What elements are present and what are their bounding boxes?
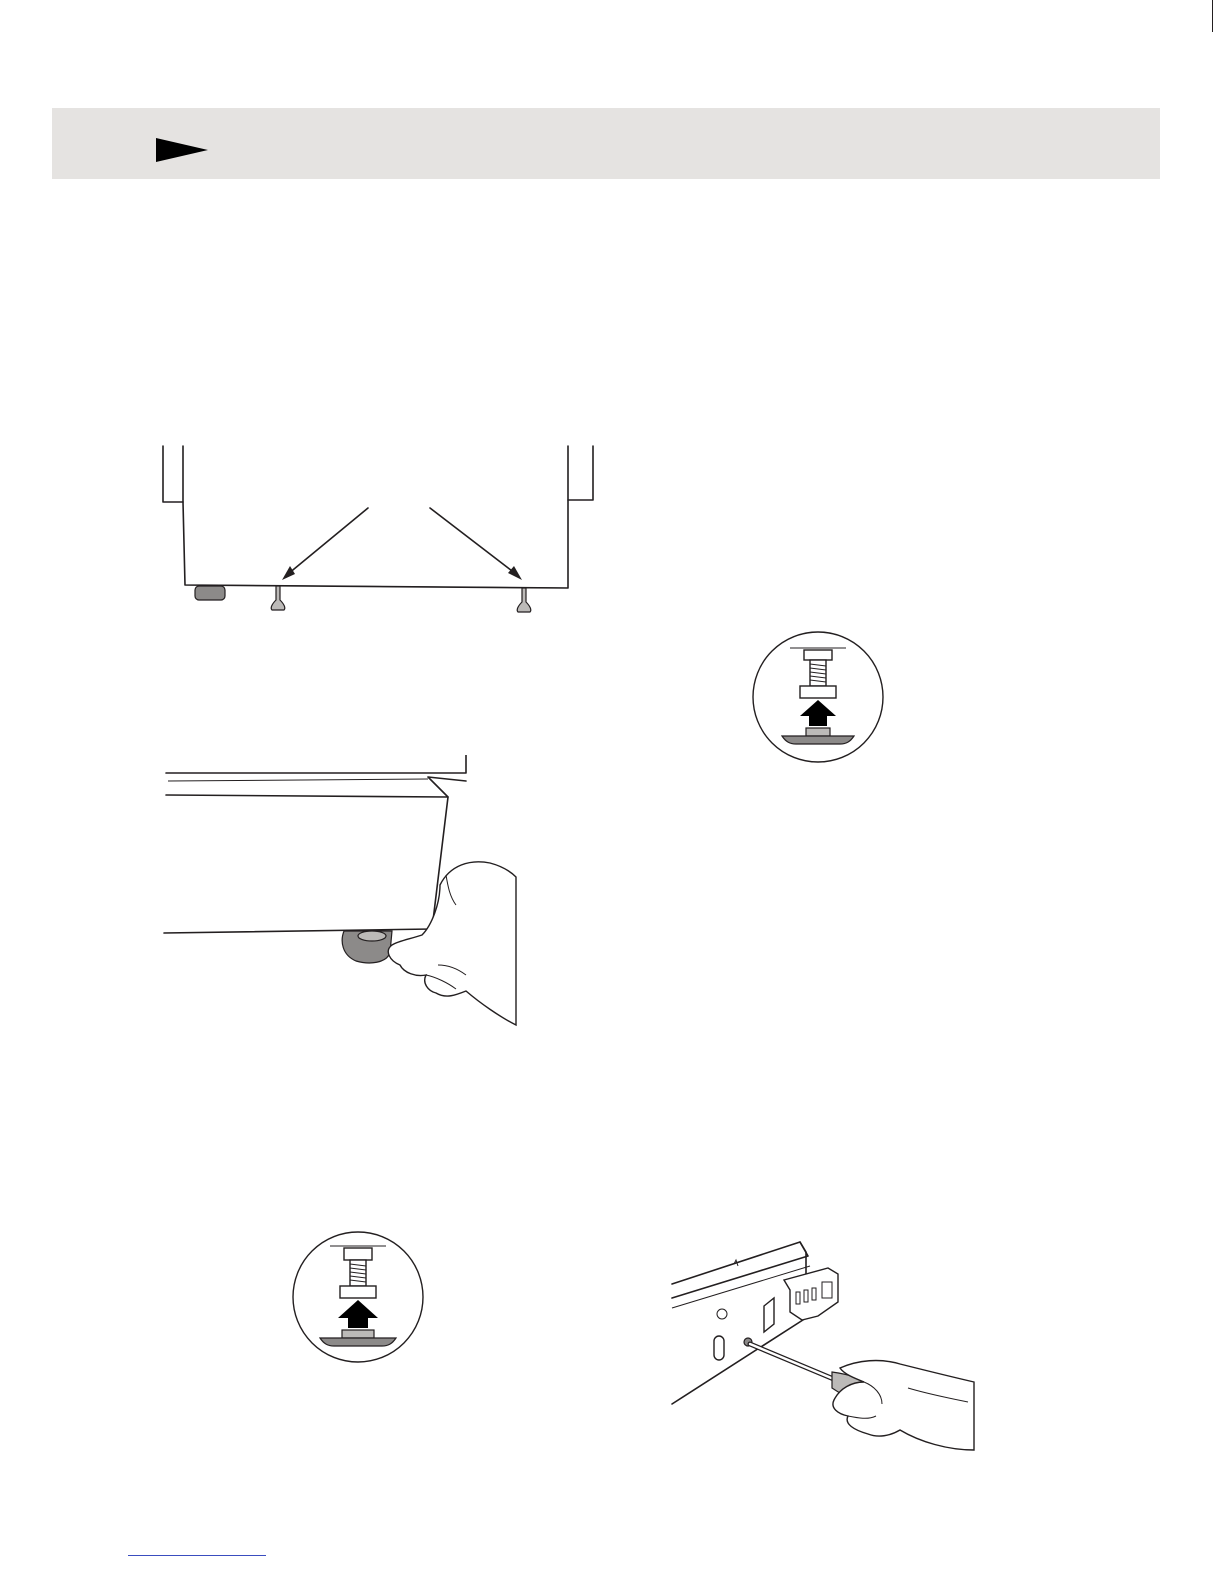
- footer-link-underline[interactable]: [128, 1555, 266, 1556]
- section-header-banner: [52, 108, 1160, 179]
- hand-adjusting-foot-illustration: [160, 755, 530, 1035]
- appliance-base-with-legs-illustration: [150, 440, 610, 620]
- screwdriver-bracket-illustration: [668, 1238, 978, 1453]
- right-pointer-icon: [156, 138, 208, 162]
- top-edge-rule: [1212, 0, 1213, 32]
- leveling-foot-detail-top: [750, 630, 886, 764]
- leveling-foot-detail-bottom: [290, 1230, 426, 1364]
